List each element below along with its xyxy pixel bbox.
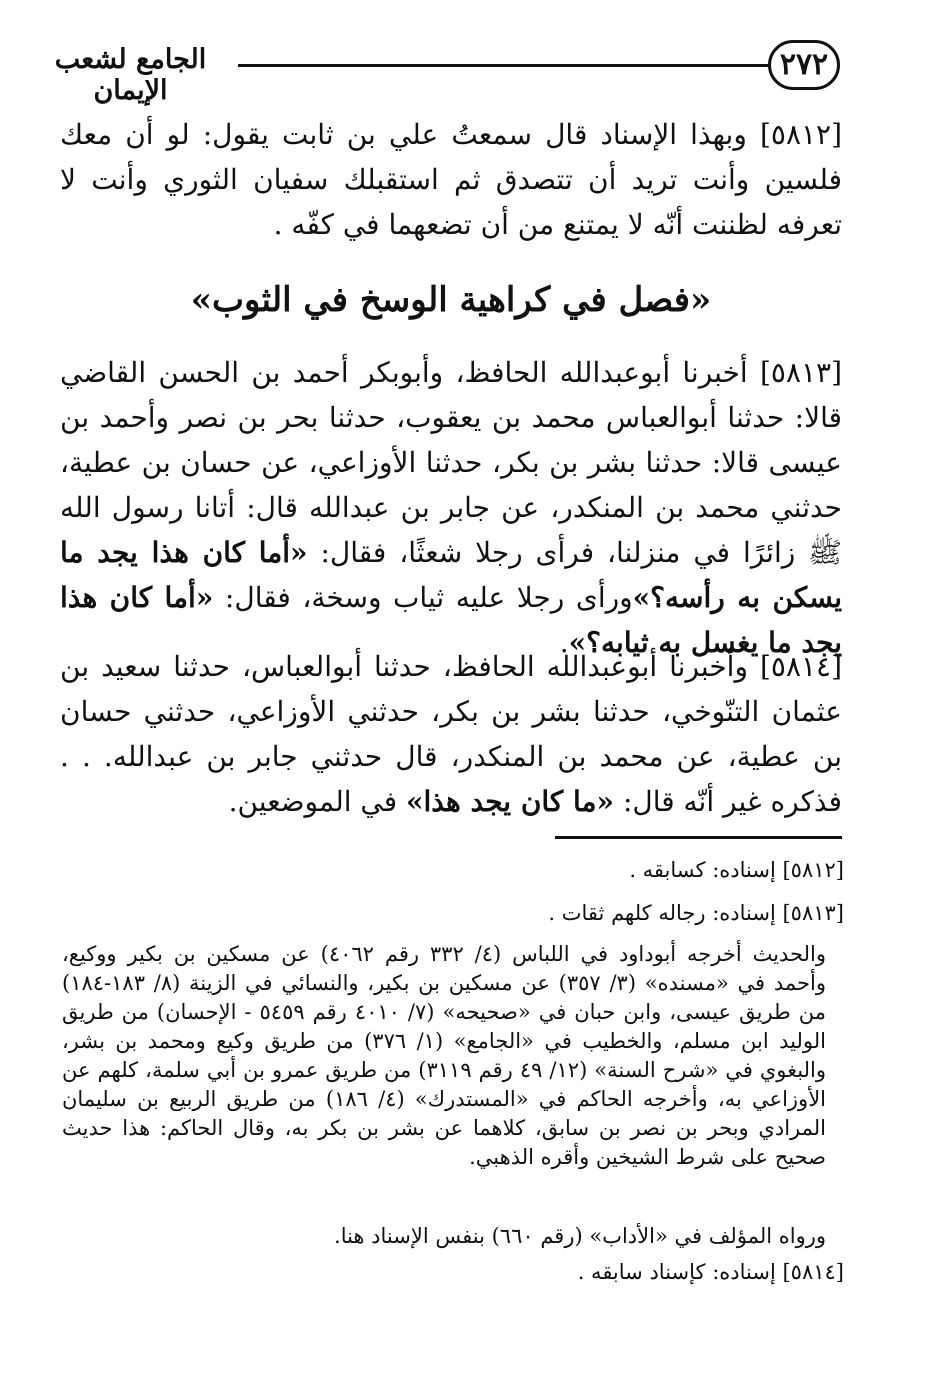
footnote-5814: [٥٨١٤] إسناده: كإسناد سابقه . <box>577 1260 844 1284</box>
running-title: الجامع لشعب الإيمان <box>54 44 207 106</box>
paragraph-5813-text-2: ورأى رجلا عليه ثياب وسخة، فقال: <box>213 581 633 614</box>
paragraph-5813-text: [٥٨١٣] أخبرنا أبوعبدالله الحافظ، وأبوبكر أحمد بن الحسن القاضي قالا: حدثنا أبوالعباس محمد بن يعقوب، حدثنا بحر بن نصر وأحمد بن عيسى قالا: حدثنا بشر بن بكر، حدثنا الأوزاعي، عن حسان بن عطية، حدثني محمد بن المنكدر، عن جابر بن عبدالله قال: أتانا رسول الله ﷺ زائرًا في منزلنا، فرأى رجلا شعثًا، فقال: <box>60 356 842 569</box>
paragraph-5814 <box>60 644 842 824</box>
page-header <box>28 38 848 106</box>
paragraph-5812: [٥٨١٢] وبهذا الإسناد قال سمعتُ علي بن ثابت يقول: لو أن معك فلسين وأنت تريد أن تتصدق ثم استقبلك سفيان الثوري وأنت لا تعرفه لظننت أنّه لا يمتنع من أن تضعهما في كفّه . <box>60 118 842 241</box>
hadith-quote-1: «أما كان هذا يجد ما يسكن به رأسه؟» <box>60 536 843 614</box>
paragraph-5814-end: في الموضعين. <box>228 785 407 818</box>
page-number: ٢٧٢ <box>768 40 840 90</box>
footnote-5813: [٥٨١٣] إسناده: رجاله كلهم ثقات . <box>548 901 844 925</box>
footnote-5813-takhrij: والحديث أخرجه أبوداود في اللباس (٤/ ٣٣٢ رقم ٤٠٦٢) عن مسكين بن بكير ووكيع، وأحمد في «مسنده» (٣/ ٣٥٧) عن مسكين بن بكير، والنسائي في الزينة (٨/ ١٨٣-١٨٤) من طريق عيسى، وابن حبان في «صحيحه» (٧/ ٤٠١٠ رقم ٥٤٥٩ - الإحسان) من طريق الوليد ابن مسلم، والخطيب في «الجامع» (١/ ٣٧٦) من طريق وكيع ومحمد بن بشر، والبغوي في «شرح السنة» (١٢/ ٤٩ رقم ٣١١٩) من طريق عمرو بن أبي سلمة، كلهم عن الأوزاعي به، وأخرجه الحاكم في «المستدرك» (٤/ ١٨٦) من طريق الربيع بن سليمان المرادي وبحر بن نصر بن سابق، كلاهما عن بشر بن بكر به، وقال الحاكم: هذا حديث صحيح على شرط الشيخين وأقره الذهبي. <box>62 942 826 1169</box>
header-rule <box>238 64 768 67</box>
footnote-5812: [٥٨١٢] إسناده: كسابقه . <box>629 858 844 882</box>
section-heading: «فصل في كراهية الوسخ في الثوب» <box>190 280 712 320</box>
hadith-quote-2: «أما كان هذا يجد ما يغسل به ثيابه؟» <box>60 581 842 659</box>
hadith-quote-3: «ما كان يجد هذا» <box>406 785 615 818</box>
paragraph-5813-end: . <box>559 626 569 659</box>
paragraph-5814-text: [٥٨١٤] وأخبرنا أبوعبدالله الحافظ، حدثنا أبوالعباس، حدثنا سعيد بن عثمان التنّوخي، حدثنا بشر بن بكر، حدثني الأوزاعي، حدثني حسان بن عطية، عن محمد بن المنكدر، قال حدثني جابر بن عبدالله. . . فذكره غير أنّه قال: <box>60 650 842 818</box>
footnote-5813-adab: ورواه المؤلف في «الأداب» (رقم ٦٦٠) بنفس الإسناد هنا. <box>334 1224 826 1248</box>
footnote-separator <box>555 836 842 839</box>
paragraph-5813 <box>60 350 842 665</box>
